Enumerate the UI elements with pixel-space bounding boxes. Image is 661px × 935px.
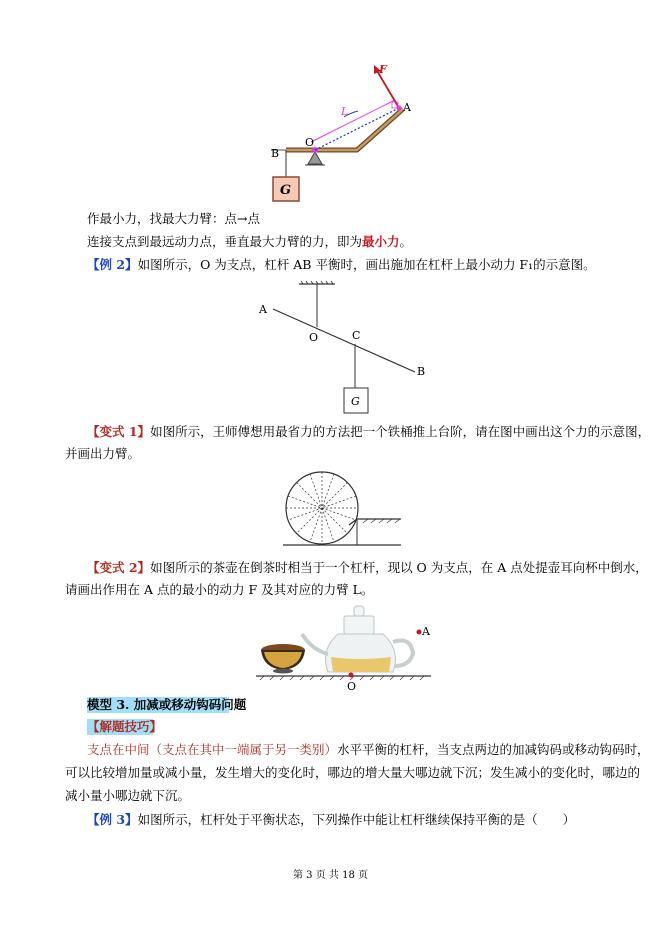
line2-highlight: 最小力: [362, 234, 400, 249]
variant-2-text: 如图所示的茶壶在倒茶时相当于一个杠杆，现以 O 为支点，在 A 点处提壶耳向杯中倒水，: [150, 560, 648, 575]
label-a: A: [403, 101, 411, 114]
variant-1-text: 如图所示，王师傅想用最省力的方法把一个铁桶推上台阶，请在图中画出这个力的示意图，: [150, 424, 651, 439]
text-line-2: [87, 231, 587, 253]
variant-1-tag: 【变式 1】: [87, 424, 151, 439]
model-3-title: 模型 3. 加减或移动钩码问题: [87, 697, 247, 712]
example-2: [87, 254, 596, 276]
variant-2-tag: 【变式 2】: [87, 560, 151, 575]
label-a: A: [259, 303, 267, 316]
label-o: O: [305, 136, 315, 149]
tips-line-2: 可以比较增加量或减小量，发生增大的变化时，哪边的增大量大哪边就下沉；发生减小的变化时，哪边的: [65, 765, 641, 780]
figure-teapot: [256, 602, 436, 692]
label-c: C: [352, 329, 361, 342]
figure-bent-lever: [262, 60, 412, 210]
line2-suffix: 。: [399, 234, 413, 249]
variant-2-line-1: [87, 557, 648, 579]
tips-tag: 【解题技巧】: [87, 719, 163, 734]
text-line-1: 作最小力，找最大力臂：点→点: [87, 211, 260, 226]
label-f: F: [379, 63, 387, 76]
variant-1-line-1: [87, 421, 651, 443]
label-g: G: [280, 183, 292, 198]
label-b: B: [271, 147, 280, 160]
example-3-text: 如图所示，杠杆处于平衡状态，下列操作中能让杠杆继续保持平衡的是（ ）: [137, 812, 576, 827]
label-b: B: [417, 365, 426, 378]
line2-prefix: 连接支点到最远动力点，垂直最大力臂的力，即为: [87, 234, 363, 249]
tips-part-1: 支点在中间（支点在其中一端属于另一类别）: [87, 742, 338, 757]
figure-straight-lever: [255, 280, 435, 416]
variant-1-line-2: 并画出力臂。: [65, 446, 141, 461]
label-a: A: [422, 625, 430, 638]
example-2-text: 如图所示，O 为支点，杠杆 AB 平衡时，画出施加在杠杆上最小动力 F₁的示意图。: [137, 257, 596, 272]
tips-line-1: [87, 739, 650, 761]
label-o: O: [347, 680, 357, 692]
example-2-tag: 【例 2】: [87, 257, 138, 272]
page-footer: 第 3 页 共 18 页: [293, 870, 368, 881]
figure-barrel-step: [283, 469, 403, 549]
tips-line-3: 减小量小哪边就下沉。: [65, 788, 191, 803]
label-l: L: [341, 105, 349, 118]
tips-part-2: 水平平衡的杠杆，当支点两边的加减钩码或移动钩码时，: [337, 742, 650, 757]
label-g: G: [351, 395, 360, 408]
variant-2-line-2: 请画出作用在 A 点的最小的动力 F 及其对应的力臂 L。: [65, 582, 374, 597]
label-o: O: [309, 331, 319, 344]
example-3: [87, 809, 587, 831]
example-3-tag: 【例 3】: [87, 812, 138, 827]
